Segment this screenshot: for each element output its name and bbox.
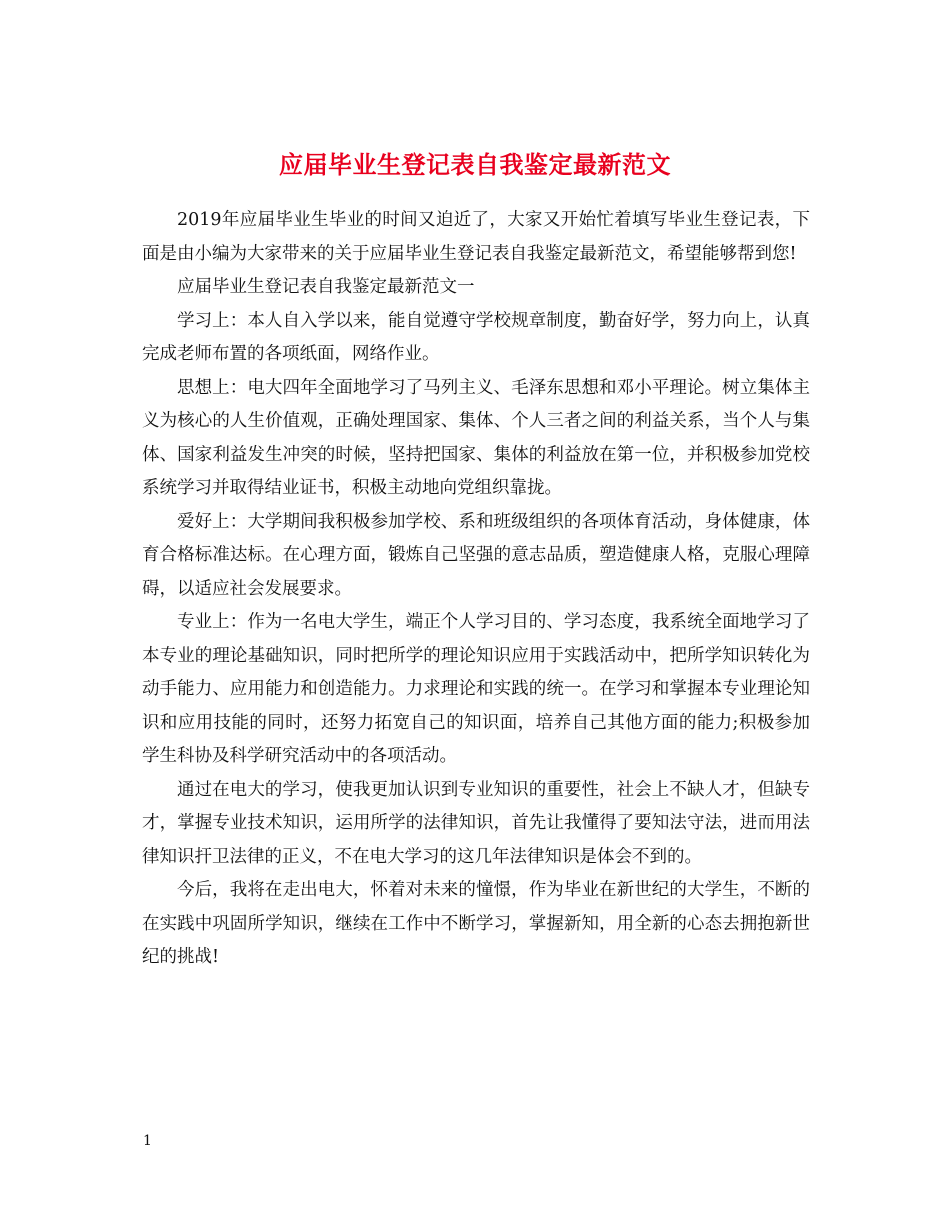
document-body bbox=[142, 204, 810, 975]
paragraph-study: 学习上：本人自入学以来，能自觉遵守学校规章制度，勤奋好学，努力向上，认真完成老师布置的各项纸面，网络作业。 bbox=[142, 310, 810, 364]
paragraph-major: 专业上：作为一名电大学生，端正个人学习目的、学习态度，我系统全面地学习了本专业的理论基础知识，同时把所学的理论知识应用于实践活动中，把所学知识转化为动手能力、应用能力和创造能力。力求理论和实践的统一。在学习和掌握本专业理论知识和应用技能的同时，还努力拓宽自己的知识面，培养自己其他方面的能力;积极参加学生科协及科学研究活动中的各项活动。 bbox=[142, 612, 810, 766]
paragraph-thought: 思想上：电大四年全面地学习了马列主义、毛泽东思想和邓小平理论。树立集体主义为核心的人生价值观，正确处理国家、集体、个人三者之间的利益关系，当个人与集体、国家利益发生冲突的时候，坚持把国家、集体的利益放在第一位，并积极参加党校系统学习并取得结业证书，积极主动地向党组织靠拢。 bbox=[142, 377, 810, 498]
document-title: 应届毕业生登记表自我鉴定最新范文 bbox=[279, 150, 671, 180]
paragraph-subheading: 应届毕业生登记表自我鉴定最新范文一 bbox=[177, 277, 475, 297]
paragraph-hobby: 爱好上：大学期间我积极参加学校、系和班级组织的各项体育活动，身体健康，体育合格标准达标。在心理方面，锻炼自己坚强的意志品质，塑造健康人格，克服心理障碍，以适应社会发展要求。 bbox=[142, 511, 810, 599]
paragraph-reflection: 通过在电大的学习，使我更加认识到专业知识的重要性，社会上不缺人才，但缺专才，掌握专业技术知识，运用所学的法律知识，首先让我懂得了要知法守法，进而用法律知识扞卫法律的正义，不在电大学习的这几年法律知识是体会不到的。 bbox=[142, 779, 810, 867]
page-number: 1 bbox=[143, 1133, 152, 1149]
paragraph-intro: 2019年应届毕业生毕业的时间又迫近了，大家又开始忙着填写毕业生登记表，下面是由小编为大家带来的关于应届毕业生登记表自我鉴定最新范文，希望能够帮到您! bbox=[142, 210, 810, 264]
paragraph-future: 今后，我将在走出电大，怀着对未来的憧憬，作为毕业在新世纪的大学生，不断的在实践中巩固所学知识，继续在工作中不断学习，掌握新知，用全新的心态去拥抱新世纪的挑战! bbox=[142, 880, 810, 967]
